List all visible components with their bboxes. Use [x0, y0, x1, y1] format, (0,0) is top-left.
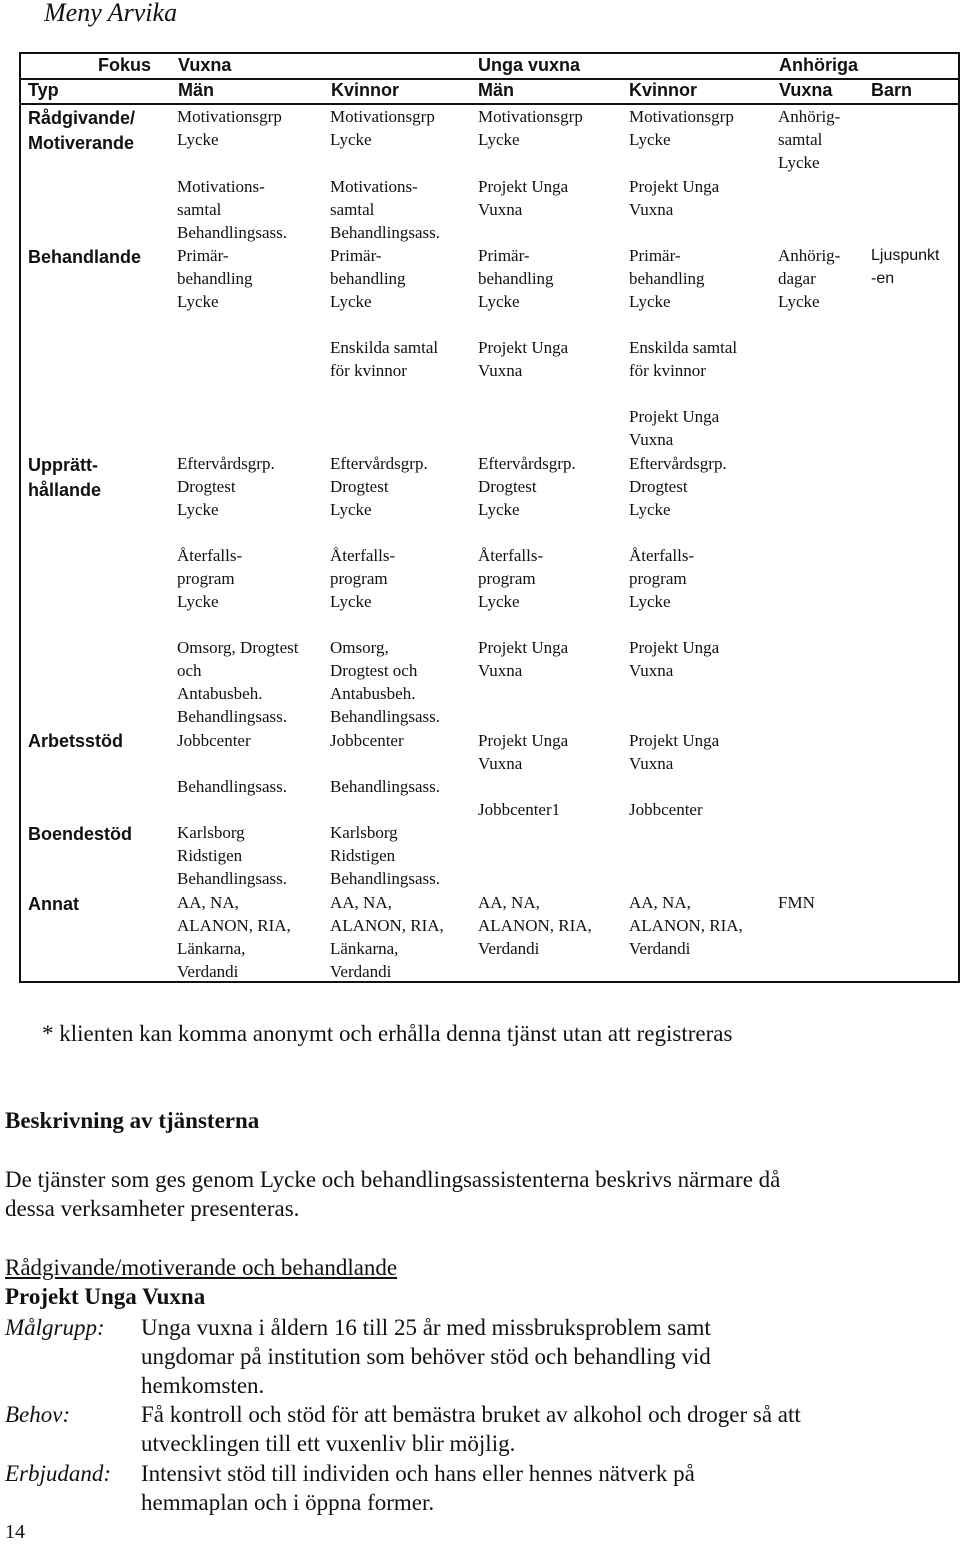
table-cell: Återfalls- program Lycke	[330, 546, 396, 611]
table-cell: Projekt Unga Vuxna	[629, 638, 720, 680]
table-cell: Projekt Unga Vuxna	[629, 177, 720, 219]
item-text: Få kontroll och stöd för att bemästra bruket av alkohol och droger så att utvecklingen till ett vuxenliv blir möjlig.	[141, 1402, 801, 1456]
table-cell: Motivationsgrp Lycke	[330, 107, 435, 149]
table-cell: Motivationsgrp Lycke	[478, 107, 583, 149]
table-cell: Projekt Unga Vuxna	[478, 638, 569, 680]
table-cell: Omsorg, Drogtest och Antabusbeh. Behandlingsass.	[177, 638, 299, 726]
table-cell: Primär- behandling Lycke	[177, 246, 253, 311]
rowheader-radgivande: Rådgivande/ Motiverande	[28, 108, 136, 153]
footnote: * klienten kan komma anonymt och erhålla denna tjänst utan att registreras	[42, 1021, 733, 1046]
item-label: Målgrupp:	[5, 1315, 105, 1340]
header-man-unga: Män	[478, 80, 514, 100]
table-cell: AA, NA, ALANON, RIA, Länkarna, Verdandi	[330, 893, 444, 981]
subheading: Rådgivande/motiverande och behandlande	[5, 1255, 398, 1280]
table-cell: FMN	[778, 893, 815, 912]
rowheader-arbetsstod: Arbetsstöd	[28, 731, 124, 751]
table-cell: Anhörig- dagar Lycke	[778, 246, 841, 311]
project-title: Projekt Unga Vuxna	[5, 1284, 206, 1309]
table-cell: Eftervårdsgrp. Drogtest Lycke	[330, 454, 428, 519]
table-cell: Karlsborg Ridstigen Behandlingsass.	[330, 823, 441, 888]
table-cell: Enskilda samtal för kvinnor	[629, 338, 738, 380]
rowheader-behandlande: Behandlande	[28, 247, 142, 267]
table-cell: Eftervårdsgrp. Drogtest Lycke	[629, 454, 727, 519]
item-label: Behov:	[5, 1402, 71, 1427]
table-cell: Projekt Unga Vuxna	[629, 407, 720, 449]
header-man-vuxna: Män	[178, 80, 214, 100]
table-cell: Projekt Unga Vuxna Jobbcenter	[629, 731, 720, 819]
table-cell: Ljuspunkt -en	[871, 247, 940, 287]
item-text: Intensivt stöd till individen och hans eller hennes nätverk på hemmaplan och i öppna former.	[141, 1461, 695, 1515]
item-label: Erbjudand:	[5, 1461, 112, 1486]
page-number: 14	[5, 1521, 25, 1543]
header-unga-vuxna: Unga vuxna	[478, 55, 581, 75]
table-cell: Motivations- samtal Behandlingsass.	[330, 177, 441, 242]
table-cell: Eftervårdsgrp. Drogtest Lycke	[478, 454, 576, 519]
table-cell: Enskilda samtal för kvinnor	[330, 338, 439, 380]
table-cell: Projekt Unga Vuxna	[478, 177, 569, 219]
table-cell: AA, NA, ALANON, RIA, Verdandi	[478, 893, 592, 958]
table-cell: Motivationsgrp Lycke	[177, 107, 282, 149]
header-anhoriga: Anhöriga	[779, 55, 858, 75]
table-cell: AA, NA, ALANON, RIA, Verdandi	[629, 893, 743, 958]
table-cell: Motivations- samtal Behandlingsass.	[177, 177, 288, 242]
item-text: Unga vuxna i åldern 16 till 25 år med missbruksproblem samt ungdomar på institution som behöver stöd och behandling vid hemkomsten.	[141, 1315, 711, 1398]
table-cell: Projekt Unga Vuxna Jobbcenter1	[478, 731, 569, 819]
section-intro: De tjänster som ges genom Lycke och behandlingsassistenterna beskrivs närmare då dessa verksamheter presenteras.	[5, 1167, 781, 1221]
section-title: Beskrivning av tjänsterna	[5, 1108, 260, 1133]
table-cell: Återfalls- program Lycke	[629, 546, 695, 611]
rowheader-uppratthallande: Upprätt- hållande	[28, 455, 102, 500]
rowheader-annat: Annat	[28, 894, 79, 914]
header-kvinnor-unga: Kvinnor	[629, 80, 698, 100]
header-barn: Barn	[871, 80, 913, 100]
table-cell: Motivationsgrp Lycke	[629, 107, 734, 149]
page-heading: Meny Arvika	[44, 0, 178, 27]
table-cell: Återfalls- program Lycke	[177, 546, 243, 611]
table-cell: Eftervårdsgrp. Drogtest Lycke	[177, 454, 275, 519]
table-cell: Primär- behandling Lycke	[629, 246, 705, 311]
header-vuxna: Vuxna	[178, 55, 232, 75]
table-cell: Projekt Unga Vuxna	[478, 338, 569, 380]
header-typ: Typ	[28, 80, 59, 100]
table-cell: Karlsborg Ridstigen Behandlingsass.	[177, 823, 288, 888]
rowheader-boendestod: Boendestöd	[28, 824, 133, 844]
table-cell: Omsorg, Drogtest och Antabusbeh. Behandlingsass.	[330, 638, 441, 726]
header-anhoriga-vuxna: Vuxna	[779, 80, 833, 100]
table-cell: Primär- behandling Lycke	[478, 246, 554, 311]
table-cell: Återfalls- program Lycke	[478, 546, 544, 611]
table-cell: Jobbcenter Behandlingsass.	[177, 731, 288, 796]
table-cell: Anhörig- samtal Lycke	[778, 107, 841, 172]
header-kvinnor-vuxna: Kvinnor	[331, 80, 400, 100]
table-cell: Jobbcenter Behandlingsass.	[330, 731, 441, 796]
header-fokus: Fokus	[98, 55, 152, 75]
table-cell: AA, NA, ALANON, RIA, Länkarna, Verdandi	[177, 893, 291, 981]
table-cell: Primär- behandling Lycke	[330, 246, 406, 311]
